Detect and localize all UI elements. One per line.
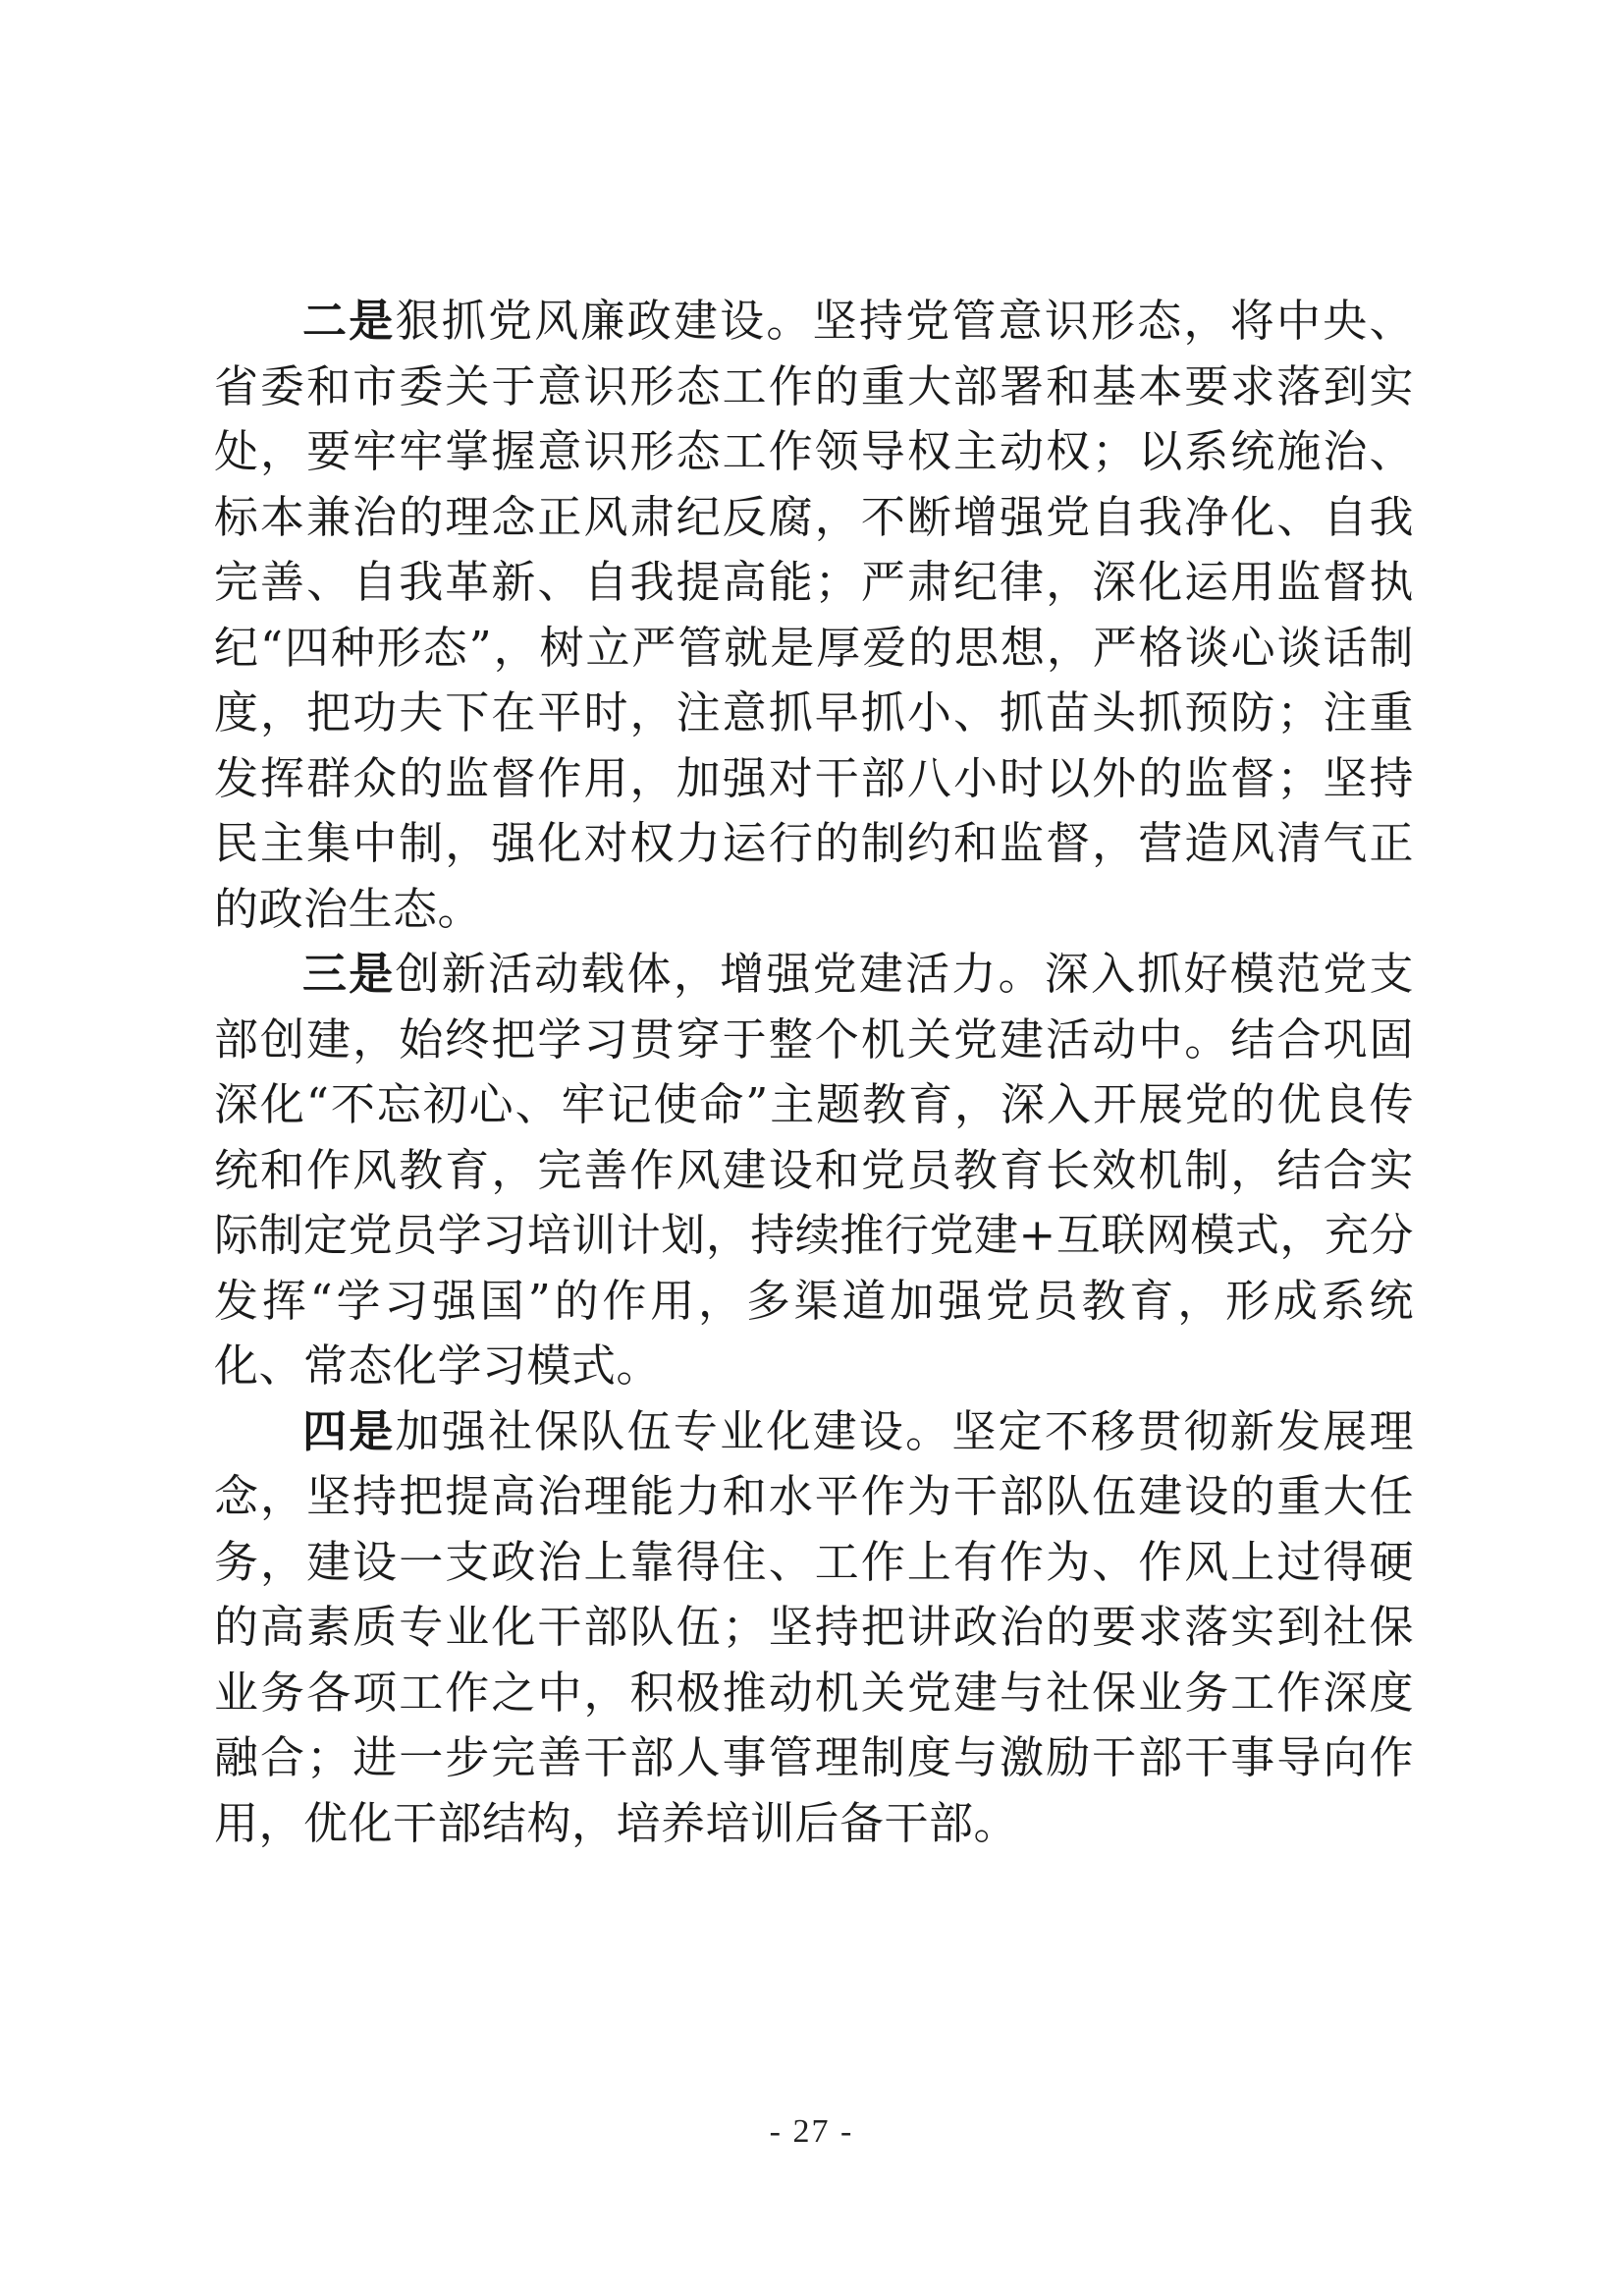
paragraph-text: 加强社保队伍专业化建设。坚定不移贯彻新发展理念，坚持把提高治理能力和水平作为干部队伍建设的重大任务，建设一支政治上靠得住、工作上有作为、作风上过得硬的高素质专业化干部队伍；坚持把讲政治的要求落实到社保业务各项工作之中，积极推动机关党建与社保业务工作深度融合；进一步完善干部人事管理制度与激励干部干事导向作用，优化干部结构，培养培训后备干部。 <box>214 1404 1414 1849</box>
paragraph-lead: 四是 <box>302 1404 396 1457</box>
paragraph-party-conduct <box>214 289 1414 942</box>
paragraph-text: 狠抓党风廉政建设。坚持党管意识形态，将中央、省委和市委关于意识形态工作的重大部署和基本要求落到实处，要牢牢掌握意识形态工作领导权主动权；以系统施治、标本兼治的理念正风肃纪反腐，不断增强党自我净化、自我完善、自我革新、自我提高能；严肃纪律，深化运用监督执纪“四种形态”，树立严管就是厚爱的思想，严格谈心谈话制度，把功夫下在平时，注意抓早抓小、抓苗头抓预防；注重发挥群众的监督作用，加强对干部八小时以外的监督；坚持民主集中制，强化对权力运行的制约和监督，营造风清气正的政治生态。 <box>214 295 1414 935</box>
paragraph-lead: 二是 <box>302 295 396 347</box>
paragraph-lead: 三是 <box>302 948 396 1000</box>
paragraph-activity-innovation <box>214 942 1414 1399</box>
page-number: - 27 - <box>769 2113 854 2150</box>
paragraph-text: 创新活动载体，增强党建活力。深入抓好模范党支部创建，始终把学习贯穿于整个机关党建活动中。结合巩固深化“不忘初心、牢记使命”主题教育，深入开展党的优良传统和作风教育，完善作风建设和党员教育长效机制，结合实际制定党员学习培训计划，持续推行党建+互联网模式，充分发挥“学习强国”的作用，多渠道加强党员教育，形成系统化、常态化学习模式。 <box>214 948 1414 1392</box>
paragraph-team-building <box>214 1399 1414 1857</box>
body-text <box>214 289 1414 1856</box>
